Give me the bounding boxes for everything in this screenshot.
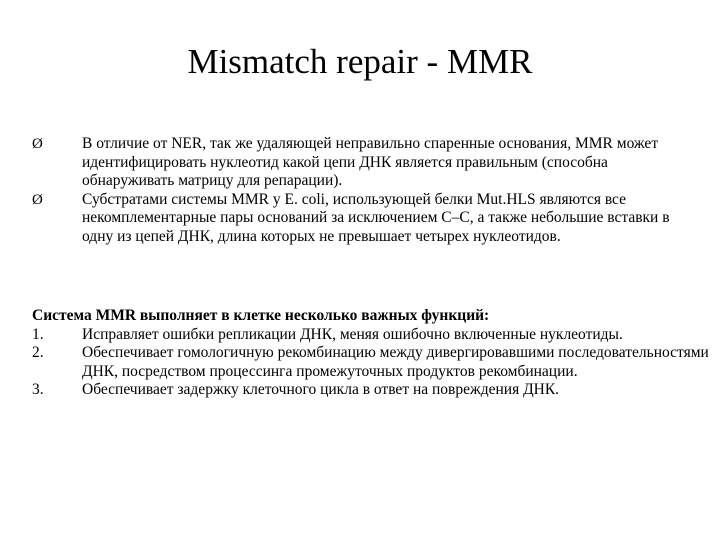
- function-item: [32, 381, 712, 400]
- functions-list: [32, 326, 712, 400]
- arrowhead-bullet-icon: Ø: [32, 191, 43, 208]
- slide-title: Mismatch repair - MMR: [187, 42, 533, 81]
- item-number: 3.: [32, 381, 44, 398]
- section-heading: Система MMR выполняет в клетке несколько важных функций:: [32, 307, 490, 324]
- function-text: Обеспечивает задержку клеточного цикла в ответ на повреждения ДНК.: [82, 381, 560, 398]
- bullet-text: Субстратами системы MMR у E. coli, использующей белки Mut.HLS являются все некомплементарные пары оснований за исключением C–C, а также небольшие вставки в одну из цепей ДНК, длина которых не превышает четырех нуклеотидов.: [82, 190, 670, 245]
- mmr-functions-section: [32, 307, 712, 400]
- item-number: 1.: [32, 325, 44, 343]
- bullet-text: В отличие от NER, так же удаляющей неправильно спаренные основания, MMR может идентифицировать нуклеотид какой цепи ДНК является правильным (способна обнаруживать матрицу для репарации).: [82, 135, 659, 189]
- function-text: Исправляет ошибки репликации ДНК, меняя ошибочно включенные нуклеотиды.: [82, 325, 623, 343]
- function-item: [32, 344, 712, 381]
- bullet-list: [32, 135, 702, 246]
- item-number: 2.: [32, 344, 44, 361]
- arrowhead-bullet-icon: Ø: [32, 136, 43, 152]
- function-item: [32, 326, 712, 345]
- function-text: Обеспечивает гомологичную рекомбинацию между дивергировавшими последовательностями ДНК, посредством процессинга промежуточных продуктов рекомбинации.: [82, 344, 709, 380]
- bullet-item: [32, 135, 702, 191]
- bullet-item: [32, 191, 702, 247]
